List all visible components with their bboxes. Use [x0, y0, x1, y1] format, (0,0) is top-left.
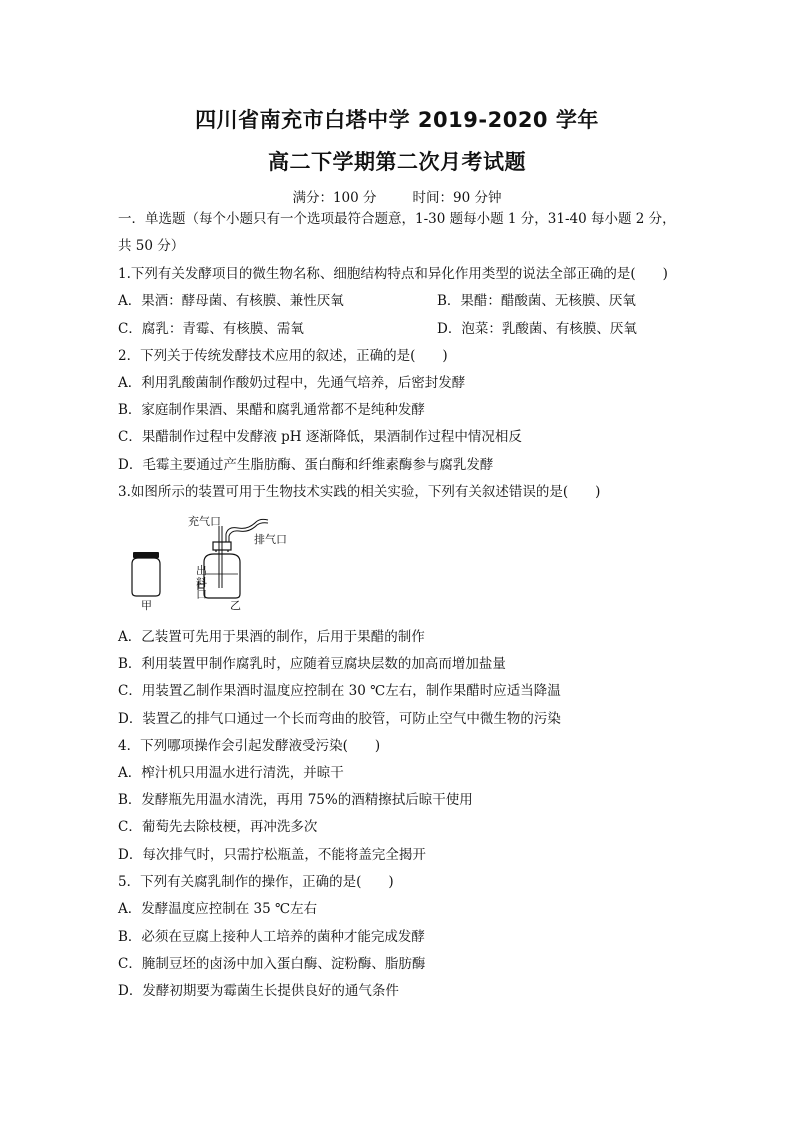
label-inlet: 充气口 [188, 515, 221, 528]
label-outlet: 排气口 [254, 533, 287, 546]
q4-option-d: D．每次排气时，只需拧松瓶盖，不能将盖完全揭开 [118, 847, 426, 863]
q4-option-b: B．发酵瓶先用温水清洗，再用 75%的酒精擦拭后晾干使用 [118, 792, 473, 808]
exam-subtitle: 高二下学期第二次月考试题 [268, 150, 526, 174]
q1-option-b: B．果醋：醋酸菌、无核膜、厌氧 [437, 293, 636, 309]
q3-option-a: A．乙装置可先用于果酒的制作，后用于果醋的制作 [118, 629, 425, 645]
q5-option-c: C．腌制豆坯的卤汤中加入蛋白酶、淀粉酶、脂肪酶 [118, 956, 426, 972]
q5-option-d: D．发酵初期要为霉菌生长提供良好的通气条件 [118, 983, 399, 999]
q2-option-b: B．家庭制作果酒、果醋和腐乳通常都不是纯种发酵 [118, 402, 425, 418]
question-5-stem: 5．下列有关腐乳制作的操作，正确的是( ) [118, 874, 394, 890]
q2-option-c: C．果醋制作过程中发酵液 pH 逐渐降低，果酒制作过程中情况相反 [118, 429, 522, 445]
exam-time: 时间：90 分钟 [412, 190, 502, 206]
q1-option-d: D．泡菜：乳酸菌、有核膜、厌氧 [437, 321, 637, 337]
label-discharge-3: 口 [196, 588, 207, 601]
q3-option-d: D．装置乙的排气口通过一个长而弯曲的胶管，可防止空气中微生物的污染 [118, 711, 561, 727]
q5-option-a: A．发酵温度应控制在 35 ℃左右 [118, 901, 318, 917]
exam-title: 四川省南充市白塔中学 2019-2020 学年 [195, 108, 599, 132]
label-jia: 甲 [141, 599, 152, 612]
q2-option-d: D．毛霉主要通过产生脂肪酶、蛋白酶和纤维素酶参与腐乳发酵 [118, 457, 494, 473]
q1-option-a: A．果酒：酵母菌、有核膜、兼性厌氧 [118, 293, 344, 309]
bottle-yi [198, 519, 268, 598]
section-heading: 一．单选题（每个小题只有一个选项最符合题意，1-30 题每小题 1 分，31-40 每小题 2 分， [118, 211, 676, 227]
question-4-stem: 4．下列哪项操作会引起发酵液受污染( ) [118, 738, 381, 754]
q5-option-b: B．必须在豆腐上接种人工培养的菌种才能完成发酵 [118, 929, 425, 945]
label-yi: 乙 [230, 599, 241, 612]
question-1-stem: 1.下列有关发酵项目的微生物名称、细胞结构特点和异化作用类型的说法全部正确的是( ) [118, 266, 668, 282]
exam-meta [0, 186, 794, 206]
q4-option-c: C．葡萄先去除枝梗，再冲洗多次 [118, 819, 318, 835]
q3-option-b: B．利用装置甲制作腐乳时，应随着豆腐块层数的加高而增加盐量 [118, 656, 506, 672]
question-3-stem: 3.如图所示的装置可用于生物技术实践的相关实验，下列有关叙述错误的是( ) [118, 484, 601, 500]
full-score: 满分：100 分 [292, 190, 377, 206]
section-heading-cont: 共 50 分） [118, 238, 185, 254]
q2-option-a: A．利用乳酸菌制作酸奶过程中，先通气培养，后密封发酵 [118, 375, 466, 391]
label-discharge-1: 出 [196, 564, 207, 577]
q1-option-c: C．腐乳：青霉、有核膜、需氧 [118, 321, 304, 337]
q3-option-c: C．用装置乙制作果酒时温度应控制在 30 ℃左右，制作果醋时应适当降温 [118, 683, 561, 699]
label-discharge-2: 料 [196, 576, 207, 589]
question-2-stem: 2．下列关于传统发酵技术应用的叙述，正确的是( ) [118, 348, 448, 364]
jar-jia [132, 552, 160, 596]
q4-option-a: A．榨汁机只用温水进行清洗，并晾干 [118, 765, 344, 781]
fermentation-apparatus-figure [118, 512, 318, 616]
